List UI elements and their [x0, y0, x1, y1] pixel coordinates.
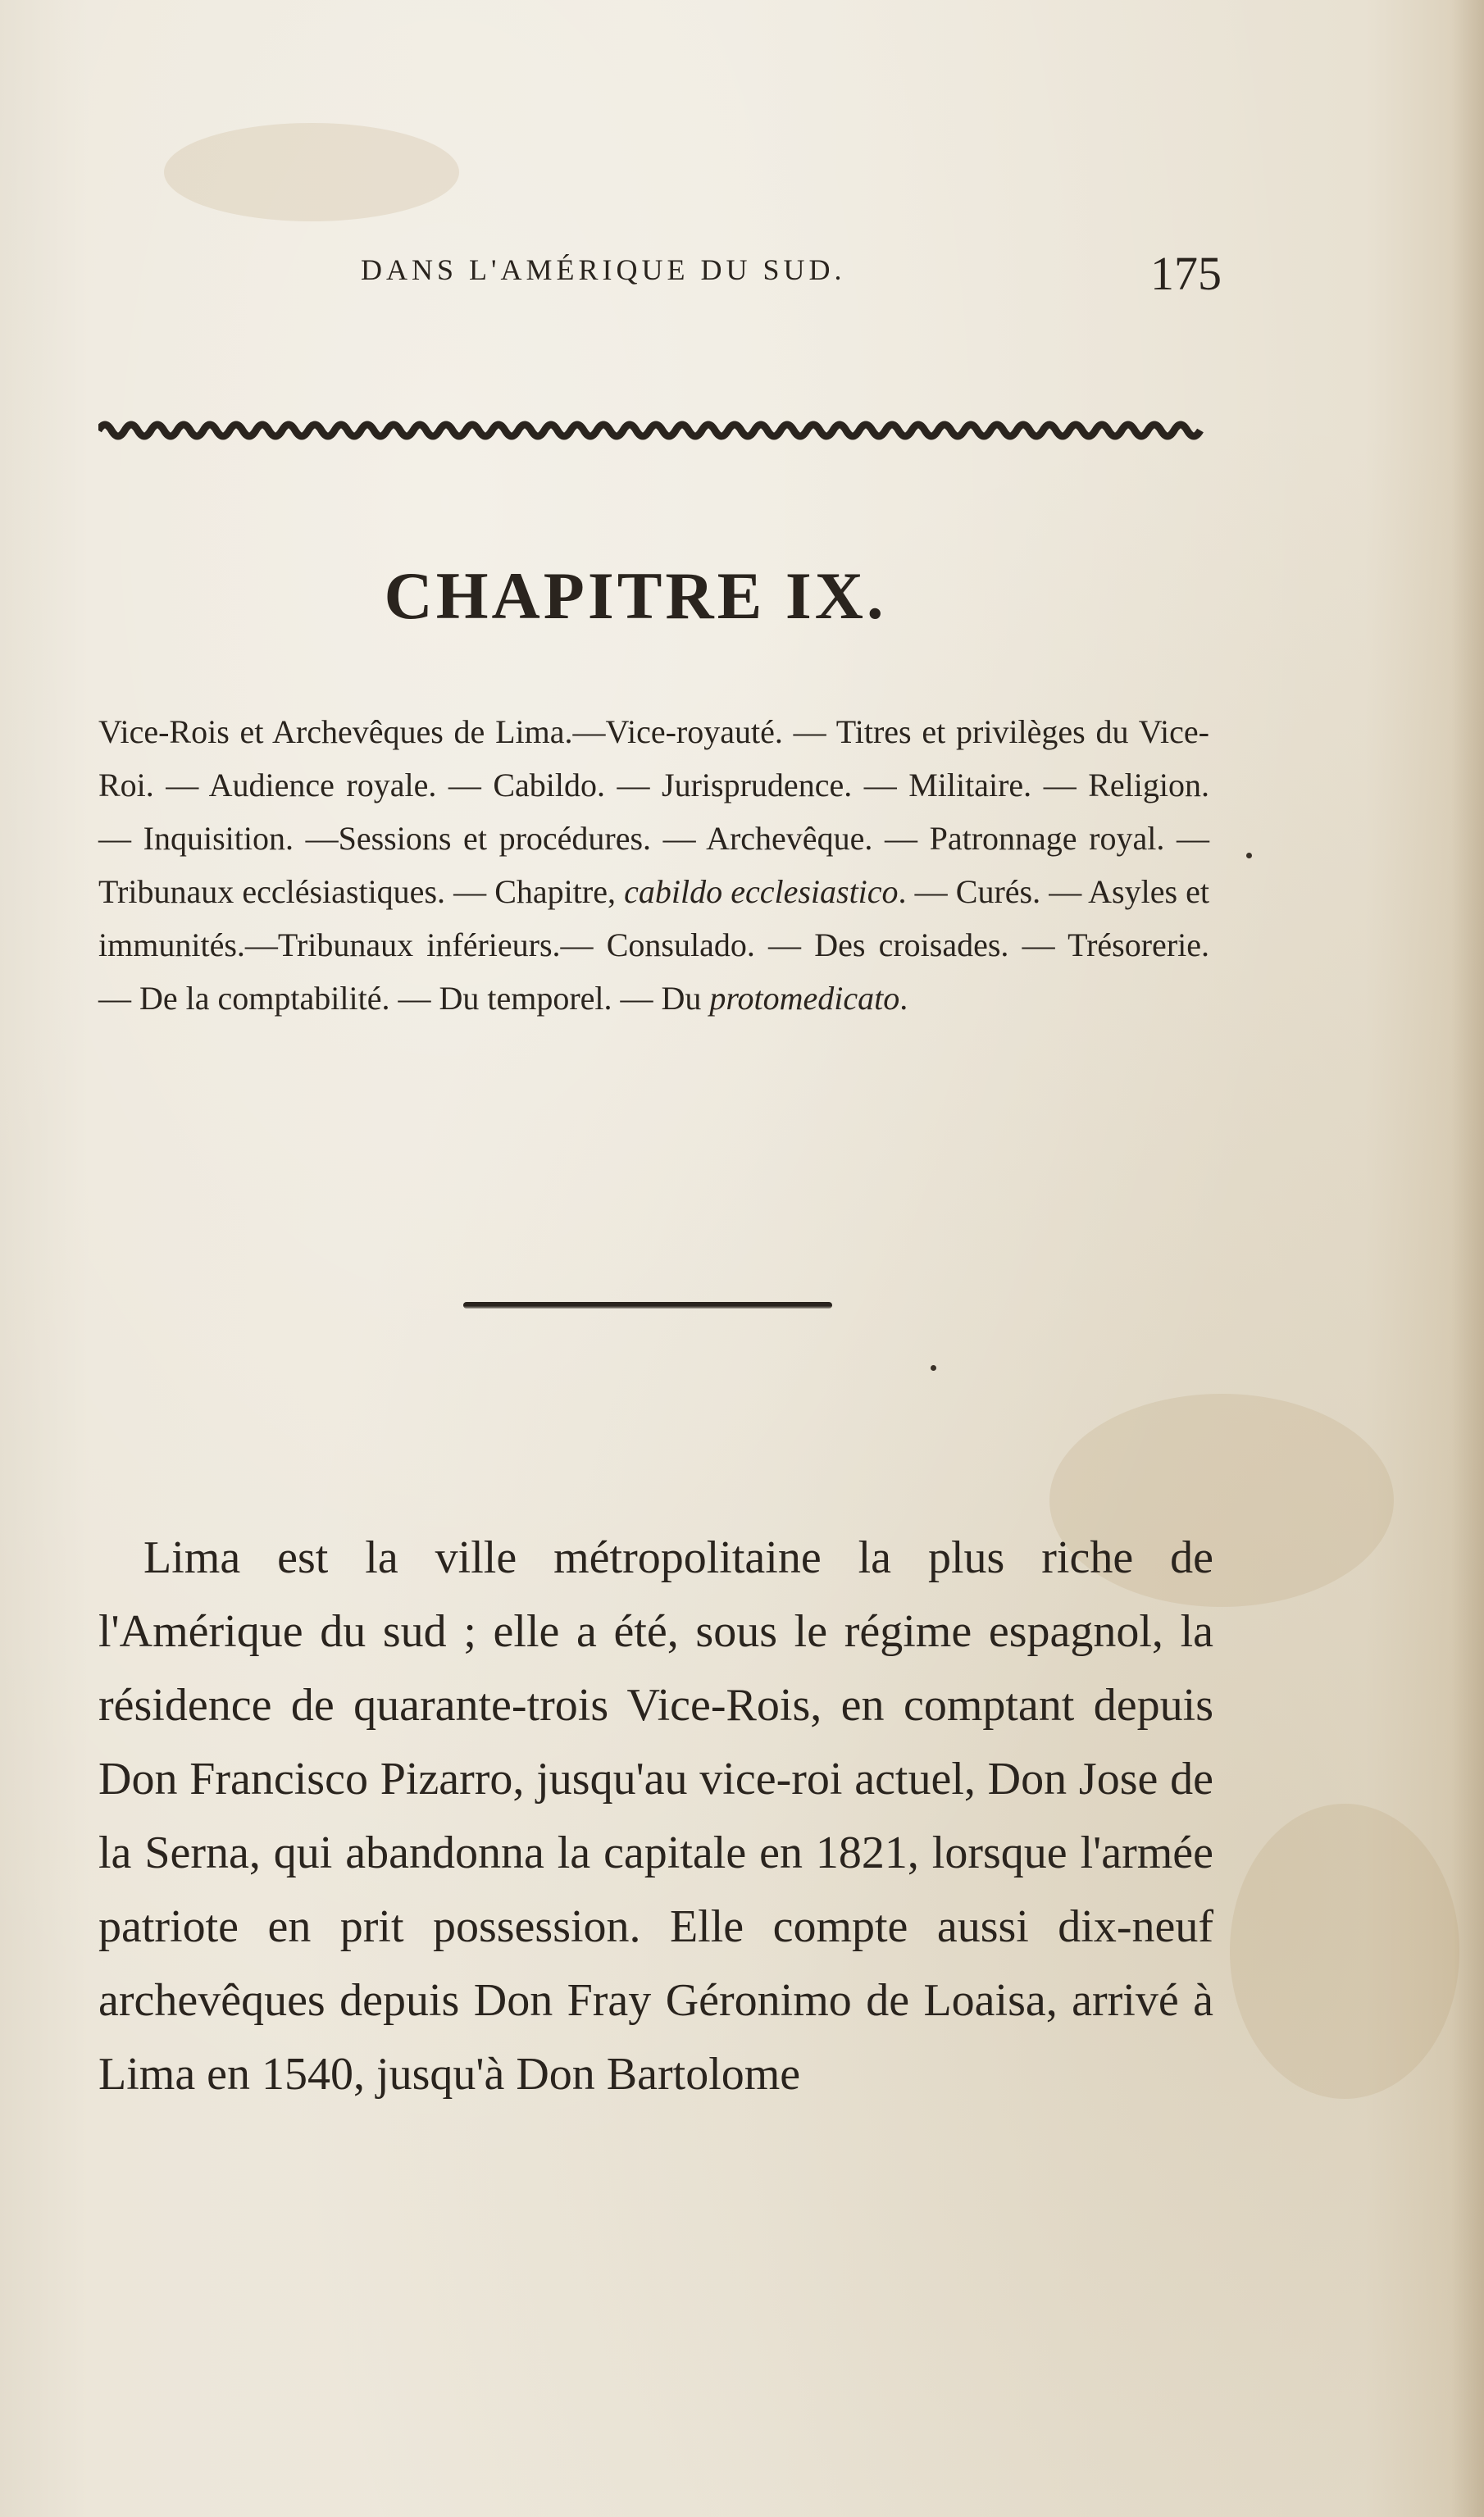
section-divider-rule	[463, 1302, 832, 1309]
page-edge-shadow	[1451, 0, 1484, 2517]
chapter-title: CHAPITRE IX.	[384, 558, 887, 633]
ink-speck	[931, 1365, 936, 1371]
chapter-summary	[98, 705, 1209, 1025]
running-title: DANS L'AMÉRIQUE DU SUD.	[361, 253, 846, 286]
decorative-border-ornament	[98, 414, 1205, 447]
ink-speck	[1246, 853, 1252, 858]
paper-stain	[1230, 1804, 1459, 2099]
page-number: 175	[1150, 247, 1222, 300]
body-paragraph: Lima est la ville métropolitaine la plus riche de l'Amérique du sud ; elle a été, sous le régime espagnol, la résidence de quarante-trois Vice-Rois, en comptant depuis Don Francisco Pizarro, jusqu'au vice-roi actuel, Don Jose de la Serna, qui abandonna la capitale en 1821, lorsque l'armée patriote en prit possession. Elle compte aussi dix-neuf archevêques depuis Don Fray Géronimo de Loaisa, arrivé à Lima en 1540, jusqu'à Don Bartolome	[98, 1532, 1213, 2100]
summary-italic-term: protomedicato	[709, 980, 900, 1017]
running-head	[98, 246, 1222, 312]
paper-stain	[164, 123, 459, 221]
summary-italic-term: cabildo ecclesiastico	[624, 873, 899, 910]
summary-text: Vice-Rois et Archevêques de Lima.—Vice-royauté. — Titres et privilèges du Vice-Roi. — Audience royale. — Cabildo. — Jurisprudence. — Militaire. — Religion. — Inquisition. —Sessions et procédures. — Archevêque. — Patronnage royal. — Tribunaux ecclésiastiques. — Chapitre,	[98, 713, 1209, 910]
summary-text: . — Curés. — Asyles et immunités.—Tribunaux inférieurs.— Consulado. — Des croisades. — Trésorerie. — De la comptabilité. — Du temporel. — Du	[98, 873, 1209, 1017]
summary-text: .	[899, 980, 908, 1017]
